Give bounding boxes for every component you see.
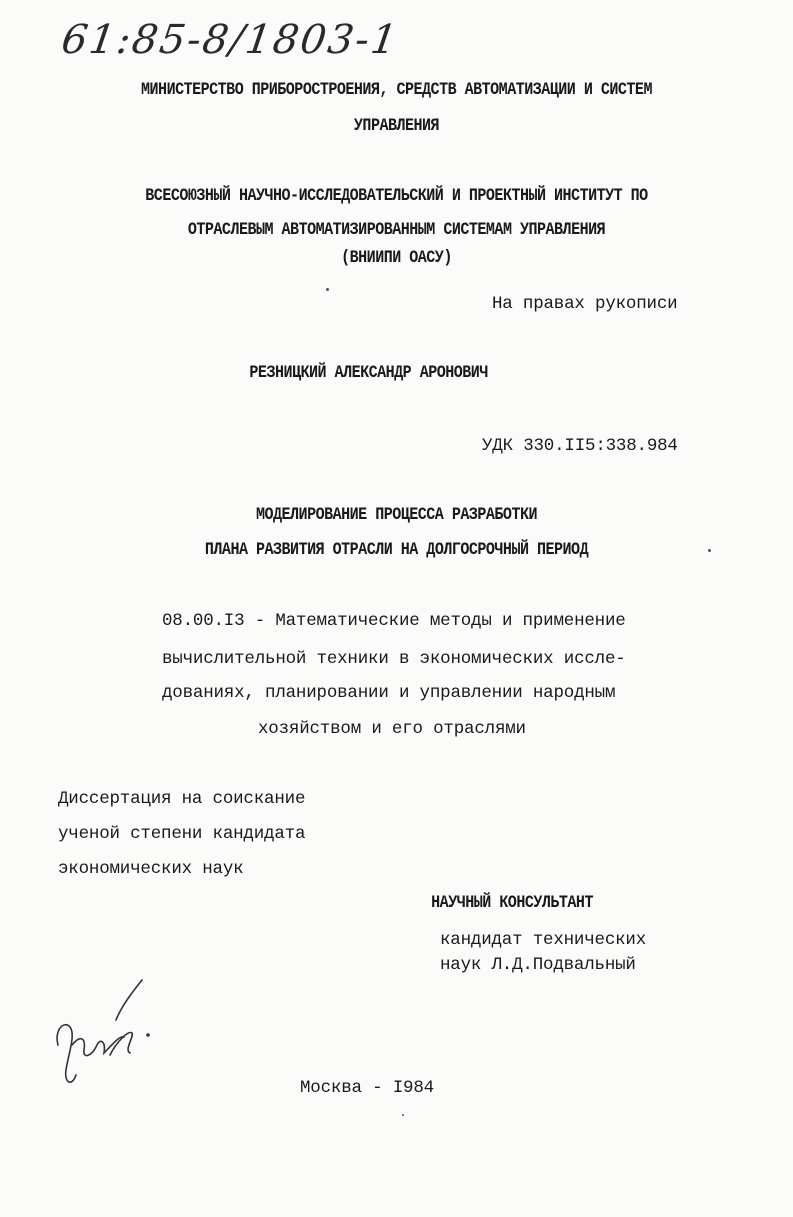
signature: [50, 975, 160, 1095]
consultant-line-2: наук Л.Д.Подвальный: [440, 955, 636, 975]
specialty-line-4: хозяйством и его отраслями: [258, 719, 526, 739]
specialty-line-1: 08.00.I3 - Математические методы и применение: [162, 611, 626, 631]
scan-speck: [708, 549, 711, 552]
institute-line-2: ОТРАСЛЕВЫМ АВТОМАТИЗИРОВАННЫМ СИСТЕМАМ УПРАВЛЕНИЯ: [187, 220, 606, 240]
dissertation-line-1: Диссертация на соискание: [58, 789, 306, 809]
author-name: РЕЗНИЦКИЙ АЛЕКСАНДР АРОНОВИЧ: [249, 363, 488, 383]
consultant-heading: НАУЧНЫЙ КОНСУЛЬТАНТ: [431, 893, 593, 913]
place-and-year: Москва - I984: [300, 1078, 434, 1098]
dissertation-line-2: ученой степени кандидата: [58, 824, 306, 844]
title-line-2: ПЛАНА РАЗВИТИЯ ОТРАСЛИ НА ДОЛГОСРОЧНЫЙ ПЕРИОД: [204, 540, 589, 560]
institute-abbreviation: (ВНИИПИ ОАСУ): [341, 248, 452, 268]
specialty-line-2: вычислительной техники в экономических иссле-: [162, 649, 626, 669]
ministry-line-2: УПРАВЛЕНИЯ: [353, 116, 440, 136]
specialty-line-3: дованиях, планировании и управлении народным: [162, 683, 616, 703]
scan-speck: [326, 288, 329, 291]
manuscript-note: На правах рукописи: [492, 294, 678, 314]
ministry-line-1: МИНИСТЕРСТВО ПРИБОРОСТРОЕНИЯ, СРЕДСТВ АВТОМАТИЗАЦИИ И СИСТЕМ: [141, 80, 652, 100]
institute-line-1: ВСЕСОЮЗНЫЙ НАУЧНО-ИССЛЕДОВАТЕЛЬСКИЙ И ПРОЕКТНЫЙ ИНСТИТУТ ПО: [145, 186, 648, 206]
scan-speck: [402, 1114, 404, 1116]
dissertation-line-3: экономических наук: [58, 859, 244, 879]
consultant-line-1: кандидат технических: [440, 930, 647, 950]
udc-code: УДК 330.II5:338.984: [482, 436, 678, 456]
archive-number-handwritten: 61:85-8/1803-1: [58, 17, 402, 63]
title-line-1: МОДЕЛИРОВАНИЕ ПРОЦЕССА РАЗРАБОТКИ: [255, 505, 538, 525]
